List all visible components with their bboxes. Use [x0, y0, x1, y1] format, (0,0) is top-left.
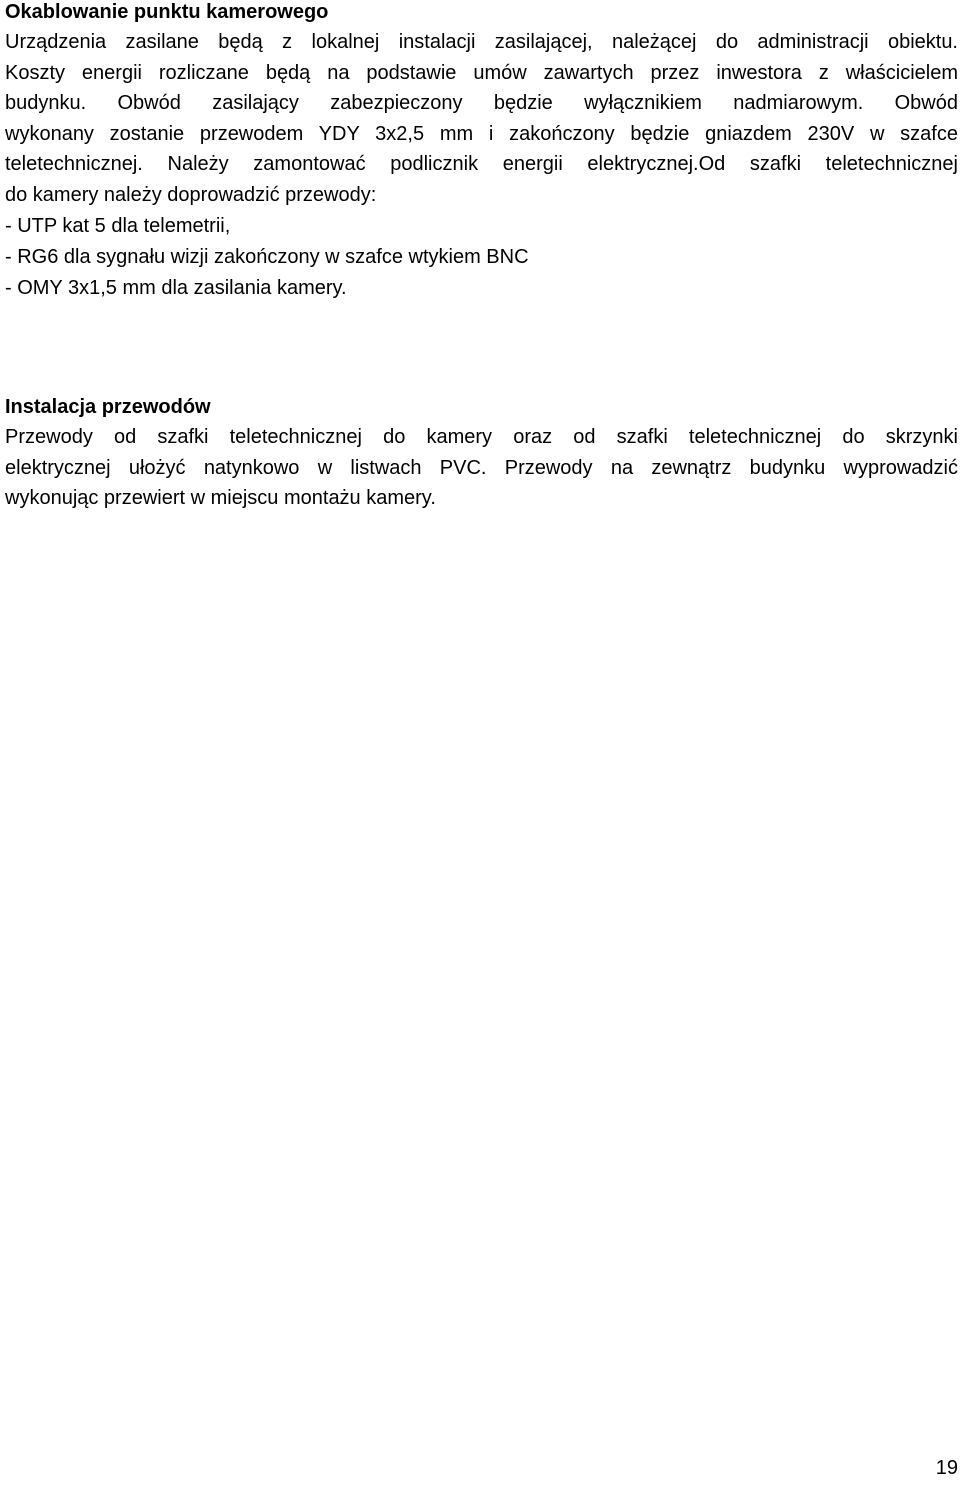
paragraph-line: budynku. Obwód zasilający zabezpieczony będzie wyłącznikiem nadmiarowym. Obwód: [5, 92, 958, 115]
list-item: - OMY 3x1,5 mm dla zasilania kamery.: [5, 276, 347, 299]
section-paragraph: [5, 422, 958, 514]
paragraph-line: Przewody od szafki teletechnicznej do kamery oraz od szafki teletechnicznej do skrzynki: [5, 426, 958, 448]
paragraph-line: do kamery należy doprowadzić przewody:: [5, 183, 377, 206]
paragraph-line: wykonując przewiert w miejscu montażu kamery.: [5, 487, 436, 510]
paragraph-line: teletechnicznej. Należy zamontować podlicznik energii elektrycznej.Od szafki teletechnicznej: [5, 153, 958, 176]
document-page: [5, 0, 958, 510]
list-item: - RG6 dla sygnału wizji zakończony w szafce wtykiem BNC: [5, 245, 529, 268]
paragraph-line: wykonany zostanie przewodem YDY 3x2,5 mm i zakończony będzie gniazdem 230V w szafce: [5, 122, 958, 145]
list-item: - UTP kat 5 dla telemetrii,: [5, 214, 231, 237]
section-heading: Instalacja przewodów: [5, 396, 211, 418]
paragraph-line: Urządzenia zasilane będą z lokalnej instalacji zasilającej, należącej do administracji obiektu.: [5, 31, 958, 53]
paragraph-line: Koszty energii rozliczane będą na podstawie umów zawartych przez inwestora z właścicielem: [5, 61, 958, 84]
section-camera-cabling: [5, 0, 958, 304]
page-number: 19: [935, 1457, 958, 1479]
section-heading: Okablowanie punktu kamerowego: [5, 1, 329, 23]
paragraph-line: elektrycznej ułożyć natynkowo w listwach PVC. Przewody na zewnątrz budynku wyprowadzić: [5, 456, 958, 479]
section-paragraph: [5, 27, 958, 211]
cable-list: [5, 211, 958, 304]
section-cable-installation: [5, 392, 958, 514]
